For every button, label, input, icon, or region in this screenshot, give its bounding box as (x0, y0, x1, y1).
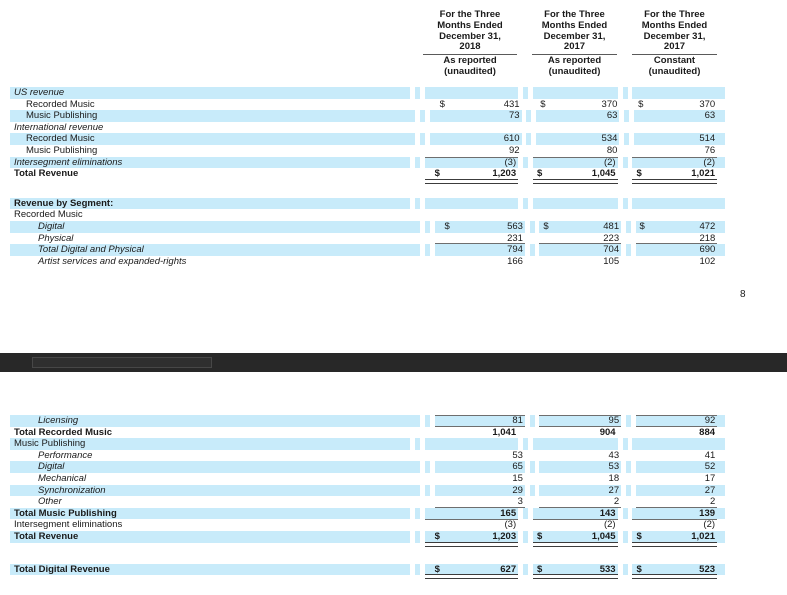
period-column-header (532, 10, 617, 78)
header-note: (unaudited) (548, 65, 601, 77)
amount-cell (632, 209, 717, 221)
amount-cell (636, 450, 718, 462)
amount-cell (533, 87, 618, 99)
row-label: Intersegment eliminations (14, 519, 123, 531)
amount-cell (425, 209, 518, 221)
amount-cell (425, 168, 518, 180)
table-row (10, 122, 725, 134)
row-label: Artist services and expanded-rights (38, 255, 187, 267)
value-text: 704 (603, 244, 620, 256)
header-title-line: 2017 (563, 41, 586, 53)
value-text: 29 (512, 484, 523, 496)
header-title-line: 2018 (459, 41, 481, 53)
value-text: 1,021 (691, 168, 716, 180)
value-text: 610 (503, 133, 520, 145)
value-text: 431 (503, 98, 520, 110)
table-gap (10, 180, 725, 198)
value-text: 370 (699, 98, 716, 110)
row-label: Recorded Music (10, 133, 415, 145)
value-text: 165 (500, 507, 517, 519)
amount-cell (632, 531, 717, 543)
value-text: 481 (603, 220, 620, 232)
value-text: 166 (507, 255, 523, 267)
row-tail (717, 256, 725, 268)
value-text: 523 (699, 563, 716, 575)
amount-cell (425, 508, 518, 520)
dollar-sign: $ (639, 220, 645, 232)
value-text: 92 (704, 415, 716, 426)
page-number: 8 (740, 289, 746, 300)
header-title-line: For the Three (644, 9, 705, 20)
value-text: 63 (704, 110, 716, 122)
value-text: (2) (603, 519, 616, 531)
value-text: 2 (613, 496, 620, 508)
table-row (10, 485, 725, 497)
value-text: 533 (599, 563, 616, 575)
value-text: 563 (507, 220, 523, 232)
table-row (10, 508, 725, 520)
header-title-line: December 31, (643, 30, 706, 42)
row-tail (717, 99, 725, 111)
amount-cell (636, 221, 718, 233)
header-title-line: Months Ended (437, 19, 503, 31)
header-title-line: Months Ended (541, 19, 608, 31)
amount-cell (435, 485, 525, 497)
amount-cell (636, 461, 718, 473)
amount-cell (425, 531, 518, 543)
amount-cell (539, 233, 621, 245)
revenue-table-bottom (10, 415, 725, 575)
amount-cell (533, 168, 618, 180)
amount-cell (425, 564, 518, 576)
amount-cell (636, 233, 718, 245)
amount-cell (425, 198, 518, 210)
amount-cell (533, 157, 618, 169)
amount-cell (536, 145, 619, 157)
amount-cell (632, 519, 717, 531)
table-row (10, 221, 725, 233)
row-tail (717, 110, 725, 122)
value-text: 65 (512, 461, 523, 473)
amount-cell (634, 110, 717, 122)
value-text: 143 (599, 507, 616, 519)
row-label: Total Recorded Music (14, 426, 113, 438)
value-text: 27 (704, 484, 716, 496)
table-row (10, 209, 725, 221)
value-text: 18 (608, 472, 620, 484)
table-row (10, 157, 725, 169)
value-text: 690 (699, 244, 716, 256)
amount-cell (636, 473, 718, 485)
row-label: Mechanical (38, 472, 87, 484)
row-tail (717, 87, 725, 99)
amount-cell (533, 564, 618, 576)
amount-cell (539, 461, 621, 473)
amount-cell (430, 99, 522, 111)
value-text: 105 (603, 255, 620, 267)
amount-cell (536, 133, 619, 145)
dollar-sign: $ (537, 530, 543, 542)
dollar-sign: $ (537, 563, 543, 575)
row-tail (717, 145, 725, 157)
amount-cell (425, 87, 518, 99)
amount-cell (435, 496, 525, 508)
amount-cell (430, 145, 522, 157)
table-row (10, 99, 725, 111)
amount-cell (632, 508, 717, 520)
amount-cell (533, 198, 618, 210)
row-label: Total Revenue (14, 168, 79, 180)
value-text: 102 (699, 255, 716, 267)
amount-cell (539, 256, 621, 268)
amount-cell (634, 99, 717, 111)
row-tail (717, 133, 725, 145)
row-tail (717, 496, 725, 508)
row-label: Music Publishing (10, 438, 410, 450)
row-label: Digital (10, 461, 420, 473)
value-text: 1,203 (492, 168, 517, 180)
table-row (10, 133, 725, 145)
dollar-sign: $ (636, 563, 642, 575)
amount-cell (636, 485, 718, 497)
table-row (10, 564, 725, 576)
amount-cell (632, 564, 717, 576)
row-tail (717, 415, 725, 427)
amount-cell (425, 438, 518, 450)
row-tail (717, 531, 725, 543)
row-label: Synchronization (10, 485, 420, 497)
row-tail (717, 473, 725, 485)
table-row (10, 145, 725, 157)
dollar-sign: $ (540, 98, 546, 110)
value-text: 2 (710, 496, 716, 508)
value-text: 472 (699, 220, 716, 232)
amount-cell (632, 427, 717, 439)
row-label: Total Revenue (10, 531, 410, 543)
table-gap (10, 543, 725, 564)
amount-cell (634, 145, 717, 157)
header-title-line: December 31, (543, 30, 606, 42)
amount-cell (435, 415, 525, 427)
value-text: 1,041 (492, 426, 517, 438)
value-text: 1,203 (492, 530, 517, 542)
page-break-inset (32, 357, 212, 368)
row-label: US revenue (10, 87, 410, 99)
amount-cell (636, 256, 718, 268)
header-subtitle: As reported (443, 55, 497, 67)
value-text: 1,045 (591, 168, 616, 180)
value-text: (3) (504, 156, 517, 168)
value-text: (2) (703, 156, 716, 168)
table-row (10, 473, 725, 485)
amount-cell (539, 244, 621, 256)
amount-cell (533, 209, 618, 221)
value-text: 1,021 (691, 530, 716, 542)
row-tail (717, 564, 725, 576)
row-tail (717, 209, 725, 221)
value-text: 80 (606, 144, 618, 156)
amount-cell (435, 256, 525, 268)
row-label: Performance (38, 449, 93, 461)
amount-cell (430, 110, 522, 122)
value-text: 627 (500, 563, 517, 575)
row-tail (717, 122, 725, 134)
value-text: 53 (608, 461, 620, 473)
amount-cell (539, 415, 621, 427)
value-text: 370 (601, 98, 618, 110)
table-row (10, 244, 725, 256)
amount-cell (435, 233, 525, 245)
header-title-line: For the Three (544, 9, 605, 20)
row-label: Total Digital Revenue (10, 564, 410, 576)
value-text: (3) (504, 519, 517, 531)
table-row (10, 110, 725, 122)
amount-cell (435, 450, 525, 462)
amount-cell (533, 519, 618, 531)
amount-cell (539, 221, 621, 233)
value-text: 904 (599, 426, 616, 438)
dollar-sign: $ (537, 168, 543, 180)
amount-cell (425, 122, 518, 134)
value-text: 52 (704, 461, 716, 473)
header-note: (unaudited) (648, 65, 701, 77)
value-text: 218 (699, 232, 716, 244)
amount-cell (533, 531, 618, 543)
row-label: Recorded Music (14, 209, 83, 221)
amount-cell (539, 496, 621, 508)
value-text: 231 (507, 232, 523, 244)
amount-cell (632, 168, 717, 180)
row-tail (717, 508, 725, 520)
amount-cell (533, 508, 618, 520)
row-tail (717, 485, 725, 497)
table-row (10, 450, 725, 462)
row-tail (717, 198, 725, 210)
row-tail (717, 168, 725, 180)
row-label: Music Publishing (10, 110, 415, 122)
row-tail (717, 221, 725, 233)
page-break-bar (0, 353, 787, 372)
header-subtitle: As reported (547, 55, 602, 67)
row-label: Intersegment eliminations (10, 157, 410, 169)
amount-cell (539, 450, 621, 462)
value-text: 73 (508, 110, 520, 122)
value-text: 3 (517, 496, 523, 508)
row-tail (717, 233, 725, 245)
value-text: 27 (608, 484, 620, 496)
dollar-sign: $ (638, 98, 644, 110)
value-text: 41 (704, 449, 716, 461)
value-text: 81 (512, 415, 523, 426)
row-tail (717, 450, 725, 462)
revenue-table-top (10, 87, 725, 267)
table-row (10, 531, 725, 543)
amount-cell (425, 157, 518, 169)
row-tail (717, 427, 725, 439)
dollar-sign: $ (636, 168, 642, 180)
amount-cell (435, 461, 525, 473)
amount-cell (636, 496, 718, 508)
table-row (10, 519, 725, 531)
row-label: Total Music Publishing (10, 508, 410, 520)
value-text: 534 (601, 133, 618, 145)
table-row (10, 198, 725, 210)
value-text: 63 (606, 110, 618, 122)
period-column-header (423, 10, 517, 78)
row-tail (717, 519, 725, 531)
table-row (10, 438, 725, 450)
header-title-line: December 31, (439, 30, 501, 42)
amount-cell (533, 438, 618, 450)
amount-cell (539, 485, 621, 497)
amount-cell (632, 87, 717, 99)
row-tail (717, 438, 725, 450)
amount-cell (636, 244, 718, 256)
amount-cell (533, 427, 618, 439)
table-row (10, 233, 725, 245)
amount-cell (636, 415, 718, 427)
value-text: 794 (507, 244, 523, 256)
row-label: Physical (38, 232, 74, 244)
amount-cell (632, 157, 717, 169)
value-text: 95 (608, 415, 620, 426)
header-note: (unaudited) (444, 65, 496, 77)
table-row (10, 256, 725, 268)
dollar-sign: $ (434, 563, 440, 575)
dollar-sign: $ (434, 168, 440, 180)
value-text: 43 (608, 449, 620, 461)
amount-cell (634, 133, 717, 145)
amount-cell (539, 473, 621, 485)
header-subtitle: Constant (653, 55, 696, 67)
row-label: International revenue (14, 121, 104, 133)
table-row (10, 87, 725, 99)
row-tail (717, 461, 725, 473)
amount-cell (536, 110, 619, 122)
amount-cell (425, 519, 518, 531)
value-text: 884 (699, 426, 716, 438)
dollar-sign: $ (439, 98, 445, 110)
dollar-sign: $ (636, 530, 642, 542)
row-label: Digital (10, 221, 420, 233)
row-tail (717, 244, 725, 256)
period-column-header (632, 10, 717, 78)
dollar-sign: $ (434, 530, 440, 542)
table-row (10, 496, 725, 508)
value-text: 139 (699, 507, 716, 519)
amount-cell (632, 198, 717, 210)
row-label: Licensing (10, 415, 420, 427)
dollar-sign: $ (543, 220, 549, 232)
row-label: Other (38, 496, 62, 508)
amount-cell (632, 122, 717, 134)
value-text: 514 (699, 133, 716, 145)
header-title-line: For the Three (439, 9, 501, 20)
dollar-sign: $ (444, 220, 450, 232)
header-title-line: 2017 (663, 41, 686, 53)
table-row (10, 168, 725, 180)
row-label: Music Publishing (26, 144, 98, 156)
table-row (10, 461, 725, 473)
value-text: 92 (508, 144, 520, 156)
amount-cell (425, 427, 518, 439)
amount-cell (632, 438, 717, 450)
value-text: (2) (603, 156, 616, 168)
amount-cell (430, 133, 522, 145)
table-row (10, 415, 725, 427)
row-tail (717, 157, 725, 169)
value-text: (2) (703, 519, 716, 531)
row-label: Recorded Music (26, 98, 95, 110)
value-text: 223 (603, 232, 620, 244)
header-title-line: Months Ended (641, 19, 708, 31)
amount-cell (435, 473, 525, 485)
row-label: Total Digital and Physical (10, 244, 420, 256)
value-text: 53 (512, 449, 523, 461)
value-text: 1,045 (591, 530, 616, 542)
amount-cell (435, 244, 525, 256)
row-label: Revenue by Segment: (10, 198, 410, 210)
value-text: 15 (512, 472, 523, 484)
amount-cell (533, 122, 618, 134)
value-text: 76 (704, 144, 716, 156)
amount-cell (536, 99, 619, 111)
value-text: 17 (704, 472, 716, 484)
table-row (10, 427, 725, 439)
amount-cell (435, 221, 525, 233)
